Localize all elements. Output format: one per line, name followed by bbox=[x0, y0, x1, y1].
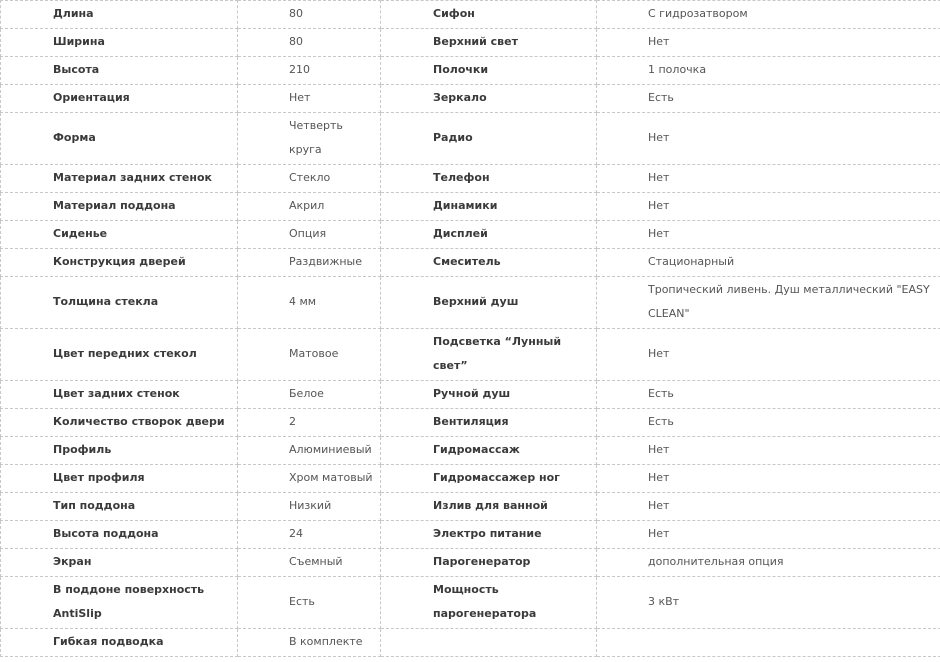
spec-value: Стекло bbox=[238, 165, 381, 193]
spec-label: Экран bbox=[1, 549, 238, 577]
spec-value: дополнительная опция bbox=[597, 549, 940, 577]
spec-label: Длина bbox=[1, 1, 238, 29]
spec-value: В комплекте bbox=[238, 629, 381, 657]
spec-label: Зеркало bbox=[381, 85, 597, 113]
spec-value: Есть bbox=[597, 85, 940, 113]
spec-value: Нет bbox=[597, 221, 940, 249]
spec-value: Низкий bbox=[238, 493, 381, 521]
table-row bbox=[1, 57, 940, 85]
table-row bbox=[1, 165, 940, 193]
spec-label: Излив для ванной bbox=[381, 493, 597, 521]
spec-value: Тропический ливень. Душ металлический "EASY CLEAN" bbox=[597, 277, 940, 329]
spec-value-empty bbox=[597, 629, 940, 657]
spec-value: Опция bbox=[238, 221, 381, 249]
spec-label: Профиль bbox=[1, 437, 238, 465]
table-row bbox=[1, 193, 940, 221]
table-row bbox=[1, 549, 940, 577]
table-row bbox=[1, 437, 940, 465]
spec-label: Ширина bbox=[1, 29, 238, 57]
table-row bbox=[1, 85, 940, 113]
spec-value: Стационарный bbox=[597, 249, 940, 277]
spec-value: Есть bbox=[238, 577, 381, 629]
spec-label: Верхний свет bbox=[381, 29, 597, 57]
spec-value: Нет bbox=[597, 493, 940, 521]
spec-value: Матовое bbox=[238, 329, 381, 381]
spec-label: Форма bbox=[1, 113, 238, 165]
table-row bbox=[1, 113, 940, 165]
spec-value: Есть bbox=[597, 381, 940, 409]
spec-value: Нет bbox=[597, 165, 940, 193]
spec-value: Нет bbox=[597, 465, 940, 493]
spec-label: Цвет передних стекол bbox=[1, 329, 238, 381]
table-row bbox=[1, 493, 940, 521]
spec-label: Радио bbox=[381, 113, 597, 165]
spec-label: Динамики bbox=[381, 193, 597, 221]
spec-value: Белое bbox=[238, 381, 381, 409]
spec-value: Съемный bbox=[238, 549, 381, 577]
spec-value: Алюминиевый bbox=[238, 437, 381, 465]
table-row bbox=[1, 577, 940, 629]
table-row bbox=[1, 29, 940, 57]
spec-label: Ориентация bbox=[1, 85, 238, 113]
spec-label: Сиденье bbox=[1, 221, 238, 249]
spec-value: 24 bbox=[238, 521, 381, 549]
table-row bbox=[1, 381, 940, 409]
spec-value: Нет bbox=[597, 29, 940, 57]
spec-label: Вентиляция bbox=[381, 409, 597, 437]
spec-label: Электро питание bbox=[381, 521, 597, 549]
spec-label: Верхний душ bbox=[381, 277, 597, 329]
spec-label: Высота bbox=[1, 57, 238, 85]
spec-label: Гидромассажер ног bbox=[381, 465, 597, 493]
spec-label: Мощность парогенератора bbox=[381, 577, 597, 629]
spec-value: 80 bbox=[238, 1, 381, 29]
spec-value: Нет bbox=[597, 193, 940, 221]
spec-label: Материал поддона bbox=[1, 193, 238, 221]
spec-label: Парогенератор bbox=[381, 549, 597, 577]
spec-value: Нет bbox=[238, 85, 381, 113]
table-row bbox=[1, 249, 940, 277]
spec-label: Материал задних стенок bbox=[1, 165, 238, 193]
spec-label: Смеситель bbox=[381, 249, 597, 277]
spec-label: Тип поддона bbox=[1, 493, 238, 521]
spec-value: 80 bbox=[238, 29, 381, 57]
spec-value: Нет bbox=[597, 113, 940, 165]
spec-label-empty bbox=[381, 629, 597, 657]
specifications-table-body bbox=[1, 1, 940, 657]
spec-value: 4 мм bbox=[238, 277, 381, 329]
spec-label: Дисплей bbox=[381, 221, 597, 249]
spec-label: Подсветка “Лунный свет” bbox=[381, 329, 597, 381]
spec-value: С гидрозатвором bbox=[597, 1, 940, 29]
spec-value: Хром матовый bbox=[238, 465, 381, 493]
spec-value: 3 кВт bbox=[597, 577, 940, 629]
spec-label: Количество створок двери bbox=[1, 409, 238, 437]
spec-label: Гидромассаж bbox=[381, 437, 597, 465]
spec-label: Конструкция дверей bbox=[1, 249, 238, 277]
spec-label: Ручной душ bbox=[381, 381, 597, 409]
spec-value: Есть bbox=[597, 409, 940, 437]
spec-value: Нет bbox=[597, 329, 940, 381]
table-row bbox=[1, 629, 940, 657]
spec-value: Акрил bbox=[238, 193, 381, 221]
spec-value: Нет bbox=[597, 521, 940, 549]
spec-value: Четверть круга bbox=[238, 113, 381, 165]
spec-label: Телефон bbox=[381, 165, 597, 193]
spec-value: Раздвижные bbox=[238, 249, 381, 277]
spec-value: 210 bbox=[238, 57, 381, 85]
spec-label: Цвет профиля bbox=[1, 465, 238, 493]
spec-value: 2 bbox=[238, 409, 381, 437]
spec-label: Сифон bbox=[381, 1, 597, 29]
spec-label: Высота поддона bbox=[1, 521, 238, 549]
table-row bbox=[1, 329, 940, 381]
spec-value: 1 полочка bbox=[597, 57, 940, 85]
spec-label: Полочки bbox=[381, 57, 597, 85]
table-row bbox=[1, 221, 940, 249]
spec-value: Нет bbox=[597, 437, 940, 465]
spec-label: Гибкая подводка bbox=[1, 629, 238, 657]
table-row bbox=[1, 521, 940, 549]
table-row bbox=[1, 409, 940, 437]
table-row bbox=[1, 1, 940, 29]
spec-label: В поддоне поверхность AntiSlip bbox=[1, 577, 238, 629]
spec-label: Толщина стекла bbox=[1, 277, 238, 329]
spec-label: Цвет задних стенок bbox=[1, 381, 238, 409]
table-row bbox=[1, 277, 940, 329]
table-row bbox=[1, 465, 940, 493]
